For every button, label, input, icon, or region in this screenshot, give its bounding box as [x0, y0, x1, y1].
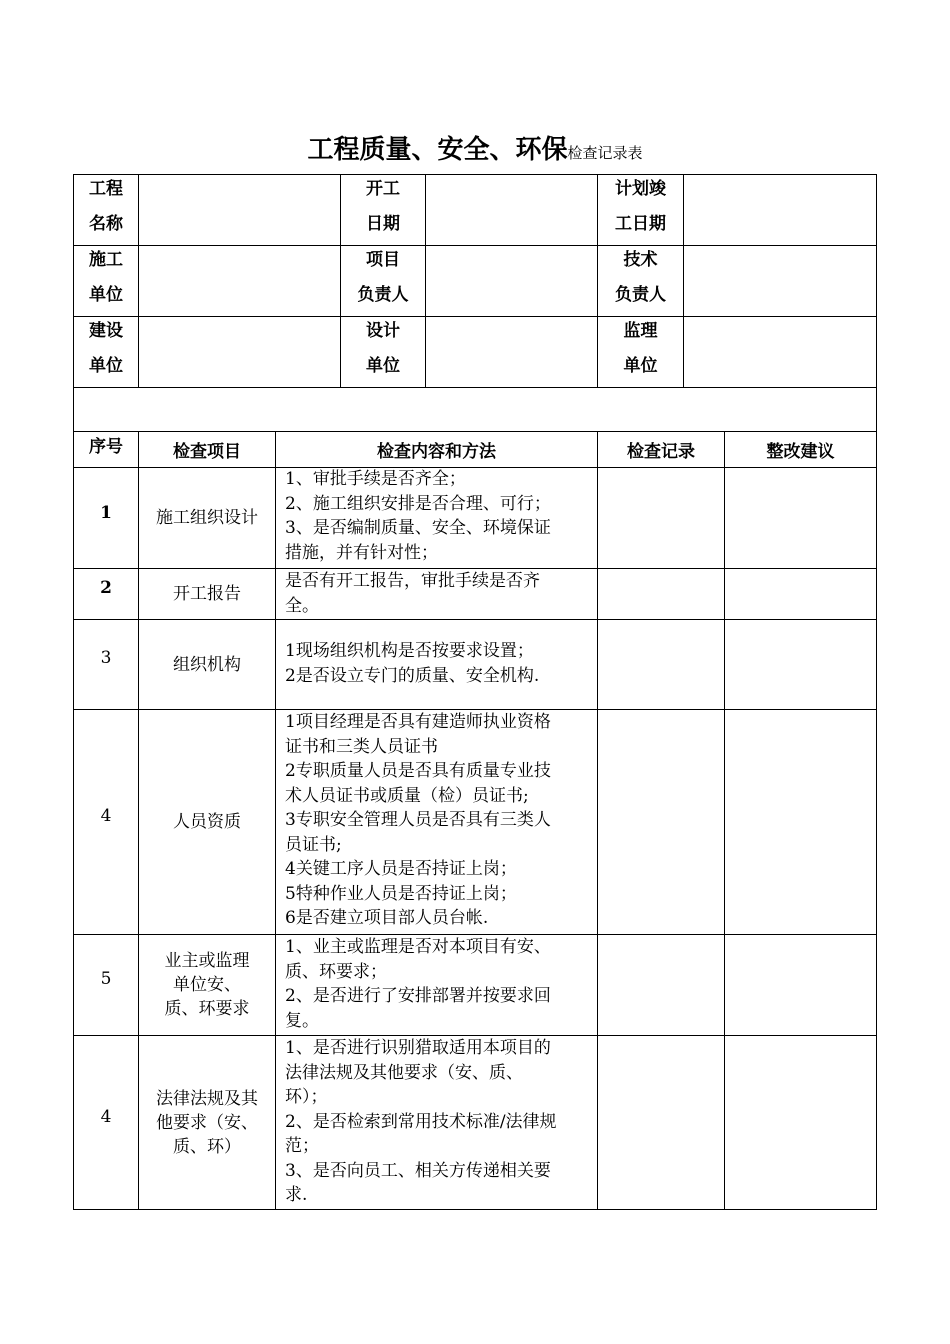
- row-1-content: 1、审批手续是否齐全； 2、施工组织安排是否合理、可行； 3、是否编制质量、安全、环境保证 措施，并有针对性；: [285, 469, 551, 563]
- label-project-manager: 项目 负责人: [357, 250, 409, 305]
- label-start-date: 开工 日期: [366, 179, 400, 234]
- header-item: 检查项目: [173, 442, 241, 462]
- header-method: 检查内容和方法: [377, 442, 496, 462]
- row-4-content: 1项目经理是否具有建造师执业资格 证书和三类人员证书 2专职质量人员是否具有质量专业技 术人员证书或质量（检）员证书; 3专职安全管理人员是否具有三类人 员证书; 4关键工序人员是否持证上岗； 5特种作业人员是否持证上岗； 6是否建立项目部人员台帐.: [285, 712, 551, 928]
- label-owner-unit: 建设 单位: [89, 321, 123, 376]
- label-planned-completion: 计划竣 工日期: [615, 179, 666, 234]
- row-2-item: 开工报告: [173, 584, 241, 604]
- page-title: [0, 128, 950, 172]
- row-5-item: 业主或监理 单位安、 质、环要求: [164, 951, 250, 1019]
- label-design-unit: 设计 单位: [366, 321, 400, 376]
- header-no: 序号: [89, 436, 123, 457]
- row-6-content: 1、是否进行识别猎取适用本项目的 法律法规及其他要求（安、质、 环）； 2、是否检索到常用技术标准/法律规 范； 3、是否向员工、相关方传递相关要 求.: [285, 1038, 557, 1205]
- header-record: 检查记录: [627, 442, 695, 462]
- title-main: 工程质量、安全、环保: [307, 135, 568, 165]
- row-3-content: 1现场组织机构是否按要求设置； 2是否设立专门的质量、安全机构.: [285, 641, 540, 686]
- row-4-no: 4: [100, 806, 112, 826]
- row-6-no: 4: [100, 1107, 112, 1127]
- row-1-item: 施工组织设计: [156, 508, 258, 528]
- label-technical-manager: 技术 负责人: [615, 250, 666, 305]
- row-6-item: 法律法规及其 他要求（安、 质、环）: [156, 1088, 258, 1157]
- title-suffix: 检查记录表: [567, 144, 643, 162]
- label-supervision-unit: 监理 单位: [623, 321, 658, 376]
- row-2-no: 2: [100, 578, 112, 598]
- label-construction-unit: 施工 单位: [89, 250, 123, 305]
- row-3-item: 组织机构: [173, 654, 241, 675]
- row-5-no: 5: [100, 969, 112, 989]
- row-3-no: 3: [100, 648, 112, 668]
- row-5-content: 1、业主或监理是否对本项目有安、 质、环要求； 2、是否进行了安排部署并按要求回 复。: [285, 937, 551, 1031]
- row-1-no: 1: [100, 503, 112, 523]
- row-2-content: 是否有开工报告，审批手续是否齐 全。: [285, 571, 540, 616]
- header-suggestion: 整改建议: [766, 442, 835, 462]
- row-4-item: 人员资质: [173, 812, 241, 832]
- label-project-name: 工程 名称: [89, 179, 123, 234]
